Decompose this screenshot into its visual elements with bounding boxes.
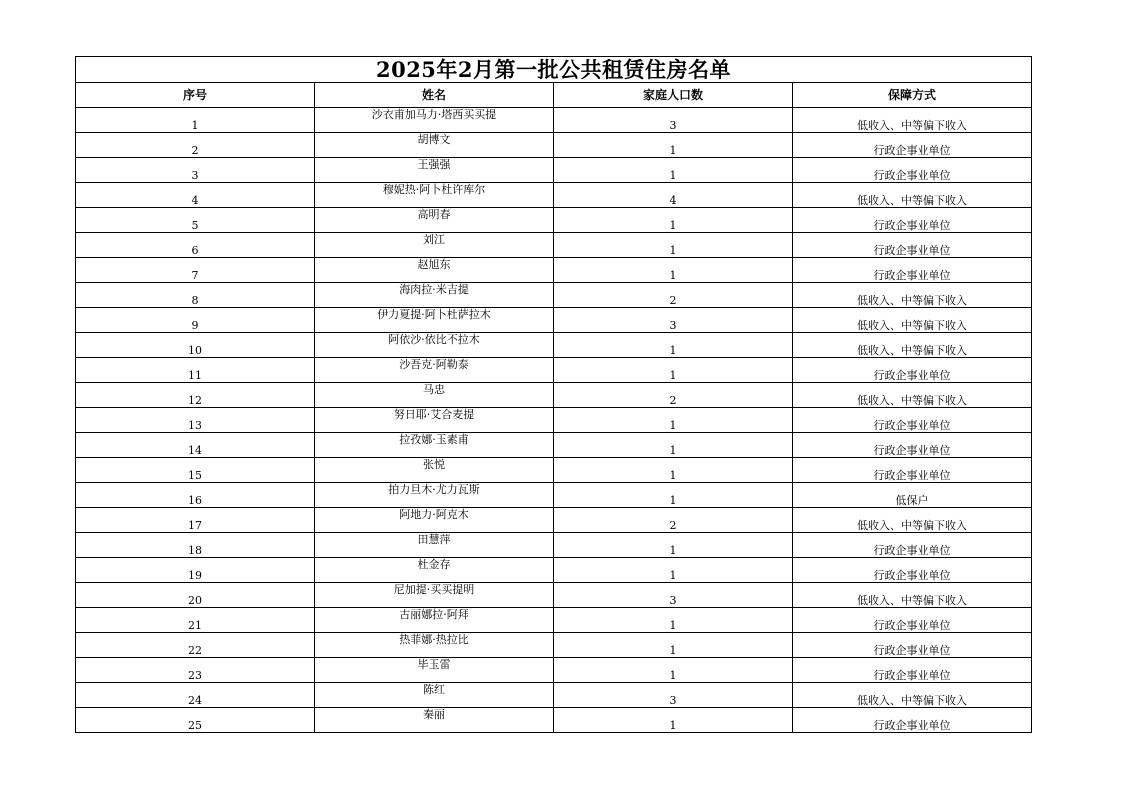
- cell-seq: 8: [76, 283, 315, 308]
- cell-household-size: 3: [554, 683, 793, 708]
- cell-name: 穆妮热·阿卜杜许库尔: [315, 183, 554, 208]
- table-row: [76, 433, 1032, 458]
- table-row: [76, 333, 1032, 358]
- cell-household-size: 1: [554, 433, 793, 458]
- cell-seq: 12: [76, 383, 315, 408]
- cell-security-type: 行政企事业单位: [793, 258, 1032, 283]
- cell-household-size: 1: [554, 158, 793, 183]
- cell-seq: 10: [76, 333, 315, 358]
- table-row: [76, 458, 1032, 483]
- header-row: [76, 83, 1032, 108]
- cell-seq: 1: [76, 108, 315, 133]
- cell-household-size: 1: [554, 558, 793, 583]
- cell-household-size: 3: [554, 308, 793, 333]
- cell-name: 拍力旦木·尤力瓦斯: [315, 483, 554, 508]
- cell-security-type: 行政企事业单位: [793, 533, 1032, 558]
- cell-household-size: 2: [554, 508, 793, 533]
- cell-household-size: 2: [554, 283, 793, 308]
- cell-security-type: 低保户: [793, 483, 1032, 508]
- table-row: [76, 258, 1032, 283]
- table-row: [76, 708, 1032, 733]
- cell-security-type: 低收入、中等偏下收入: [793, 108, 1032, 133]
- cell-seq: 11: [76, 358, 315, 383]
- cell-seq: 19: [76, 558, 315, 583]
- table-row: [76, 533, 1032, 558]
- cell-security-type: 行政企事业单位: [793, 708, 1032, 733]
- cell-seq: 22: [76, 633, 315, 658]
- cell-household-size: 1: [554, 208, 793, 233]
- table-row: [76, 358, 1032, 383]
- cell-seq: 20: [76, 583, 315, 608]
- cell-seq: 16: [76, 483, 315, 508]
- cell-name: 毕玉雷: [315, 658, 554, 683]
- cell-name: 陈红: [315, 683, 554, 708]
- table-body: [76, 57, 1032, 733]
- table-row: [76, 508, 1032, 533]
- table-row: [76, 383, 1032, 408]
- cell-household-size: 3: [554, 583, 793, 608]
- cell-seq: 17: [76, 508, 315, 533]
- cell-household-size: 1: [554, 658, 793, 683]
- table-row: [76, 483, 1032, 508]
- cell-name: 秦丽: [315, 708, 554, 733]
- cell-name: 田慧萍: [315, 533, 554, 558]
- cell-seq: 21: [76, 608, 315, 633]
- cell-name: 古丽娜拉·阿拜: [315, 608, 554, 633]
- cell-security-type: 低收入、中等偏下收入: [793, 333, 1032, 358]
- column-header-seq: 序号: [76, 83, 315, 108]
- table-row: [76, 183, 1032, 208]
- cell-household-size: 1: [554, 408, 793, 433]
- cell-name: 伊力夏提·阿卜杜萨拉木: [315, 308, 554, 333]
- cell-name: 王强强: [315, 158, 554, 183]
- cell-seq: 9: [76, 308, 315, 333]
- table-row: [76, 158, 1032, 183]
- cell-name: 尼加提·买买提明: [315, 583, 554, 608]
- table-row: [76, 608, 1032, 633]
- cell-seq: 6: [76, 233, 315, 258]
- table-row: [76, 683, 1032, 708]
- cell-name: 沙衣甫加马力·塔西买买提: [315, 108, 554, 133]
- cell-name: 拉孜娜·玉素甫: [315, 433, 554, 458]
- cell-household-size: 1: [554, 133, 793, 158]
- cell-security-type: 行政企事业单位: [793, 433, 1032, 458]
- cell-security-type: 行政企事业单位: [793, 608, 1032, 633]
- table-row: [76, 208, 1032, 233]
- cell-security-type: 行政企事业单位: [793, 408, 1032, 433]
- cell-name: 高明春: [315, 208, 554, 233]
- cell-household-size: 1: [554, 458, 793, 483]
- table-row: [76, 283, 1032, 308]
- column-header-household-size: 家庭人口数: [554, 83, 793, 108]
- table-row: [76, 133, 1032, 158]
- cell-household-size: 1: [554, 333, 793, 358]
- cell-name: 马忠: [315, 383, 554, 408]
- table-row: [76, 308, 1032, 333]
- housing-list-table: [75, 56, 1032, 733]
- cell-security-type: 行政企事业单位: [793, 558, 1032, 583]
- cell-household-size: 1: [554, 258, 793, 283]
- table-row: [76, 558, 1032, 583]
- cell-seq: 2: [76, 133, 315, 158]
- cell-seq: 23: [76, 658, 315, 683]
- cell-security-type: 行政企事业单位: [793, 133, 1032, 158]
- cell-name: 胡博文: [315, 133, 554, 158]
- cell-security-type: 行政企事业单位: [793, 208, 1032, 233]
- cell-household-size: 2: [554, 383, 793, 408]
- cell-security-type: 低收入、中等偏下收入: [793, 508, 1032, 533]
- cell-security-type: 行政企事业单位: [793, 158, 1032, 183]
- cell-name: 阿依沙·依比不拉木: [315, 333, 554, 358]
- cell-seq: 7: [76, 258, 315, 283]
- cell-household-size: 4: [554, 183, 793, 208]
- cell-household-size: 1: [554, 358, 793, 383]
- cell-seq: 3: [76, 158, 315, 183]
- table-row: [76, 633, 1032, 658]
- cell-seq: 14: [76, 433, 315, 458]
- cell-household-size: 3: [554, 108, 793, 133]
- cell-seq: 18: [76, 533, 315, 558]
- page-title: 2025年2月第一批公共租赁住房名单: [76, 57, 1032, 83]
- column-header-security-type: 保障方式: [793, 83, 1032, 108]
- table-row: [76, 583, 1032, 608]
- cell-household-size: 1: [554, 608, 793, 633]
- cell-name: 张悦: [315, 458, 554, 483]
- table-row: [76, 408, 1032, 433]
- cell-name: 阿地力·阿克木: [315, 508, 554, 533]
- cell-name: 赵旭东: [315, 258, 554, 283]
- table-row: [76, 658, 1032, 683]
- cell-household-size: 1: [554, 483, 793, 508]
- cell-name: 杜金存: [315, 558, 554, 583]
- cell-security-type: 低收入、中等偏下收入: [793, 383, 1032, 408]
- cell-household-size: 1: [554, 708, 793, 733]
- cell-seq: 13: [76, 408, 315, 433]
- cell-security-type: 低收入、中等偏下收入: [793, 583, 1032, 608]
- table-row: [76, 108, 1032, 133]
- cell-security-type: 低收入、中等偏下收入: [793, 683, 1032, 708]
- cell-name: 努日耶·艾合麦提: [315, 408, 554, 433]
- cell-seq: 5: [76, 208, 315, 233]
- cell-household-size: 1: [554, 633, 793, 658]
- cell-household-size: 1: [554, 533, 793, 558]
- cell-security-type: 低收入、中等偏下收入: [793, 308, 1032, 333]
- cell-seq: 4: [76, 183, 315, 208]
- title-row: [76, 57, 1032, 83]
- cell-seq: 15: [76, 458, 315, 483]
- cell-security-type: 低收入、中等偏下收入: [793, 183, 1032, 208]
- cell-name: 刘江: [315, 233, 554, 258]
- cell-name: 沙吾克·阿勒泰: [315, 358, 554, 383]
- cell-seq: 25: [76, 708, 315, 733]
- column-header-name: 姓名: [315, 83, 554, 108]
- cell-security-type: 行政企事业单位: [793, 358, 1032, 383]
- cell-security-type: 行政企事业单位: [793, 658, 1032, 683]
- cell-name: 热菲娜·热拉比: [315, 633, 554, 658]
- cell-security-type: 低收入、中等偏下收入: [793, 283, 1032, 308]
- cell-security-type: 行政企事业单位: [793, 458, 1032, 483]
- cell-security-type: 行政企事业单位: [793, 233, 1032, 258]
- cell-name: 海肉拉·米吉提: [315, 283, 554, 308]
- cell-seq: 24: [76, 683, 315, 708]
- cell-household-size: 1: [554, 233, 793, 258]
- cell-security-type: 行政企事业单位: [793, 633, 1032, 658]
- table-row: [76, 233, 1032, 258]
